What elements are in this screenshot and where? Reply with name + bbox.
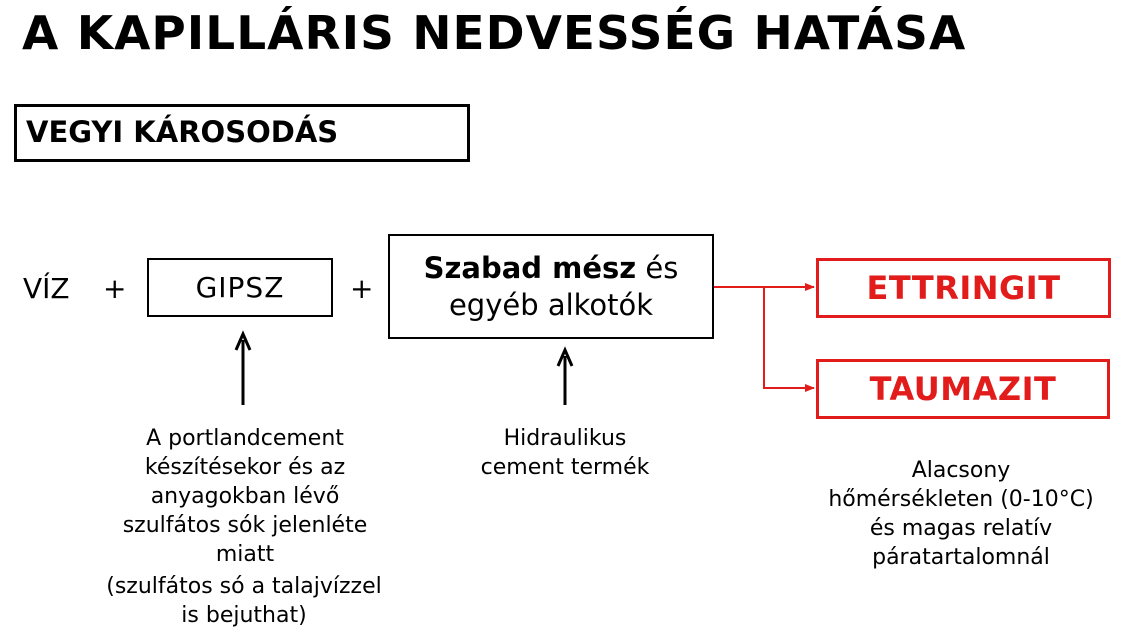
lime-note-line: cement termék [480, 455, 650, 480]
conditions-line: Alacsony [911, 458, 1011, 483]
plus-sign-1: + [103, 272, 127, 305]
lime-line-2: egyéb alkotók [448, 288, 654, 322]
conditions-line: páratartalomnál [872, 545, 1050, 570]
gypsum-extra-line: is bejuthat) [181, 603, 307, 628]
conditions-note [808, 456, 1114, 572]
gypsum-note-line: miatt [215, 542, 275, 567]
gypsum-note-line: szulfátos sók jelenléte [122, 513, 368, 538]
gypsum-note-line: anyagokban lévő [150, 484, 340, 509]
lime-rest-text-1: és [636, 251, 679, 285]
up-arrow-lime [558, 350, 572, 405]
up-arrow-gypsum [236, 334, 250, 405]
plus-sign-2: + [350, 272, 374, 305]
conditions-line: hőmérsékleten (0-10°C) [828, 487, 1094, 512]
lime-note-line: Hidraulikus [503, 426, 627, 451]
lime-bold-text: Szabad mész [423, 251, 637, 285]
section-heading: VEGYI KÁROSODÁS [26, 115, 339, 149]
ettringit-label: ETTRINGIT [866, 269, 1061, 307]
water-label: VÍZ [23, 272, 70, 305]
page-title: A KAPILLÁRIS NEDVESSÉG HATÁSA [22, 6, 967, 60]
gypsum-extra-note [88, 572, 400, 630]
gypsum-label: GIPSZ [195, 271, 285, 304]
taumazit-label: TAUMAZIT [869, 370, 1057, 408]
lime-note [450, 424, 680, 482]
gypsum-note-line: készítésekor és az [144, 455, 346, 480]
conditions-line: és magas relatív [869, 516, 1053, 541]
gypsum-note-line: A portlandcement [146, 426, 344, 451]
gypsum-note [95, 424, 395, 569]
gypsum-extra-line: (szulfátos só a talajvízzel [106, 574, 382, 599]
